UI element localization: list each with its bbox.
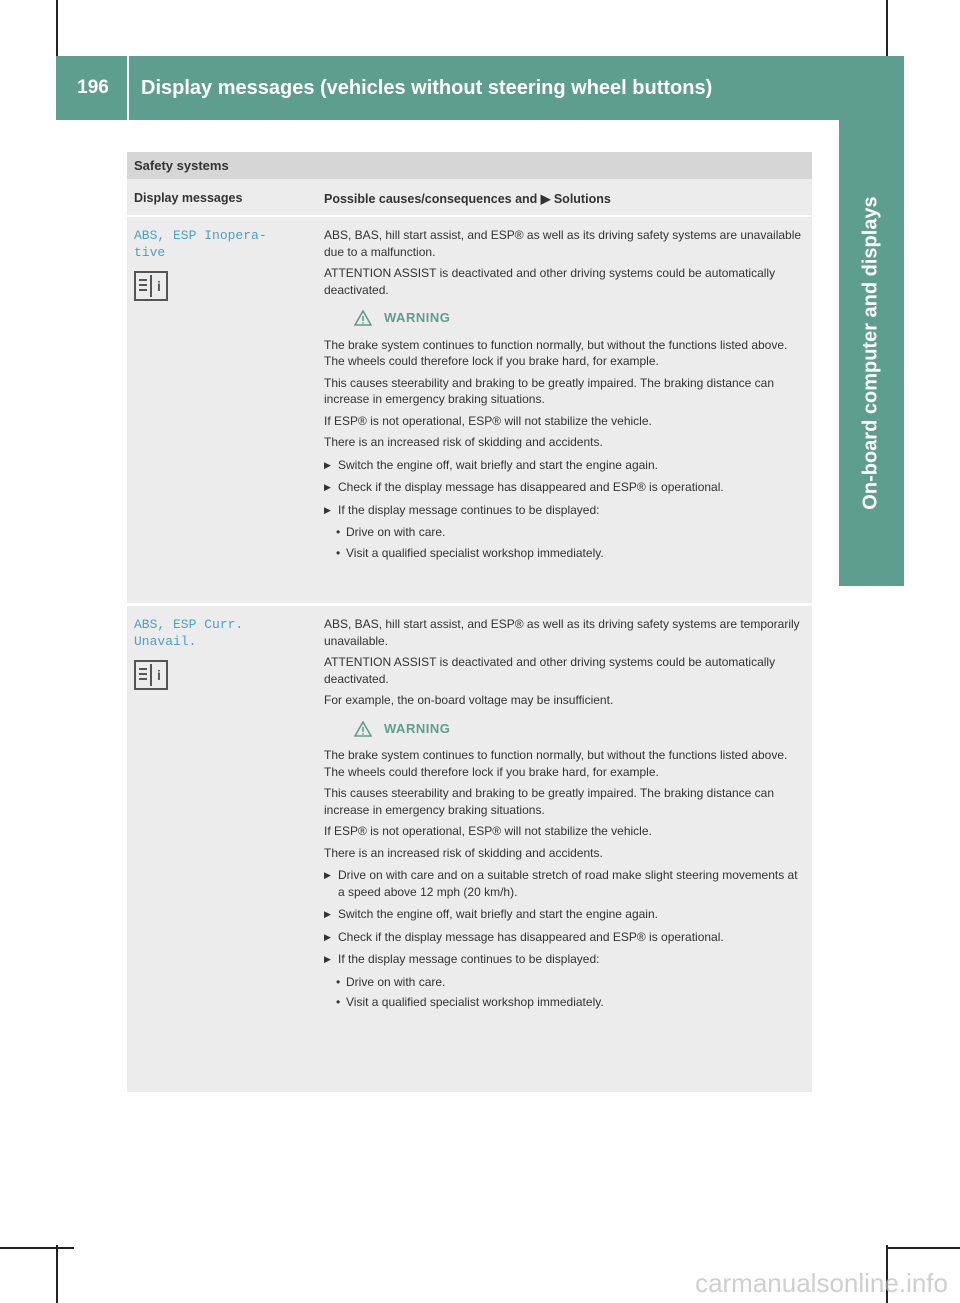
causes-cell: [317, 606, 812, 1092]
table-row: [127, 217, 812, 606]
crop-mark: [56, 1245, 58, 1303]
crop-mark: [886, 1247, 960, 1249]
solution-step: ▶ Check if the display message has disappeared and ESP® is operational.: [324, 929, 802, 946]
solution-step: ▶ Switch the engine off, wait briefly and start the engine again.: [324, 906, 802, 923]
solution-step: ▶ Check if the display message has disappeared and ESP® is operational.: [324, 479, 802, 496]
display-message-text: ABS, ESP Inopera- tive: [134, 228, 267, 260]
table-row: [127, 606, 812, 1092]
warning-icon: [354, 721, 372, 737]
cause-paragraph: ATTENTION ASSIST is deactivated and other driving systems could be automatically deactivated.: [324, 655, 776, 686]
crop-mark: [56, 0, 58, 56]
solution-substep: • Drive on with care.: [324, 524, 802, 541]
section-title: Safety systems: [127, 152, 812, 179]
warning-paragraph: If ESP® is not operational, ESP® will not stabilize the vehicle.: [324, 824, 652, 838]
cause-paragraph: ATTENTION ASSIST is deactivated and other driving systems could be automatically deactivated.: [324, 266, 776, 297]
warning-paragraph: The brake system continues to function normally, but without the functions listed above. The wheels could therefore lock if you brake hard, for example.: [324, 748, 788, 779]
display-message: [134, 616, 317, 650]
solution-step: ▶ If the display message continues to be displayed:: [324, 502, 802, 519]
warning-paragraph: If ESP® is not operational, ESP® will not stabilize the vehicle.: [324, 413, 652, 428]
solution-substep: • Visit a qualified specialist workshop immediately.: [324, 545, 802, 562]
solution-step: ▶ Switch the engine off, wait briefly and start the engine again.: [324, 457, 802, 474]
header-divider: [127, 56, 129, 120]
warning-paragraph: This causes steerability and braking to be greatly impaired. The braking distance can increase in emergency braking situations.: [324, 375, 775, 406]
message-cell: [127, 606, 317, 1092]
book-icon: [134, 660, 317, 695]
warning-paragraph: This causes steerability and braking to be greatly impaired. The braking distance can increase in emergency braking situations.: [324, 786, 775, 817]
book-icon: [134, 271, 317, 306]
col-header-messages: Display messages: [134, 191, 243, 205]
crop-mark: [0, 1247, 74, 1249]
message-cell: [127, 217, 317, 603]
warning-label: WARNING: [384, 310, 451, 325]
warning-heading: [354, 310, 802, 327]
watermark: carmanualsonline.info: [695, 1268, 948, 1298]
display-message-text: ABS, ESP Curr. Unavail.: [134, 617, 244, 649]
crop-mark: [886, 0, 888, 56]
warning-heading: [354, 721, 802, 738]
warning-paragraph: There is an increased risk of skidding and accidents.: [324, 845, 603, 860]
display-messages-table: [127, 152, 812, 1092]
warning-icon: [354, 310, 372, 326]
page-number: 196: [77, 77, 109, 98]
solution-substep: • Drive on with care.: [324, 974, 802, 991]
warning-paragraph: There is an increased risk of skidding and accidents.: [324, 435, 603, 449]
chapter-side-tab-label: On-board computer and displays: [859, 196, 882, 510]
column-headers: [127, 179, 812, 217]
cause-paragraph: ABS, BAS, hill start assist, and ESP® as well as its driving safety systems are temporarily unavailable.: [324, 617, 800, 648]
causes-cell: [317, 217, 812, 603]
svg-text:i: i: [157, 278, 161, 294]
cause-paragraph: ABS, BAS, hill start assist, and ESP® as well as its driving safety systems are unavailable due to a malfunction.: [324, 228, 802, 259]
warning-paragraph: The brake system continues to function normally, but without the functions listed above. The wheels could therefore lock if you brake hard, for example.: [324, 337, 788, 368]
solution-step: ▶ If the display message continues to be displayed:: [324, 951, 802, 968]
solution-step: ▶ Drive on with care and on a suitable stretch of road make slight steering movements at a speed above 12 mph (20 km/h).: [324, 867, 802, 900]
cause-paragraph: For example, the on-board voltage may be insufficient.: [324, 693, 614, 707]
page-title: Display messages (vehicles without steering wheel buttons): [141, 77, 713, 99]
warning-label: WARNING: [384, 720, 451, 736]
col-header-causes: Possible causes/consequences and ▶ Solutions: [324, 192, 611, 206]
solution-substep: • Visit a qualified specialist workshop immediately.: [324, 994, 802, 1011]
svg-text:i: i: [157, 667, 161, 683]
display-message: [134, 227, 317, 261]
